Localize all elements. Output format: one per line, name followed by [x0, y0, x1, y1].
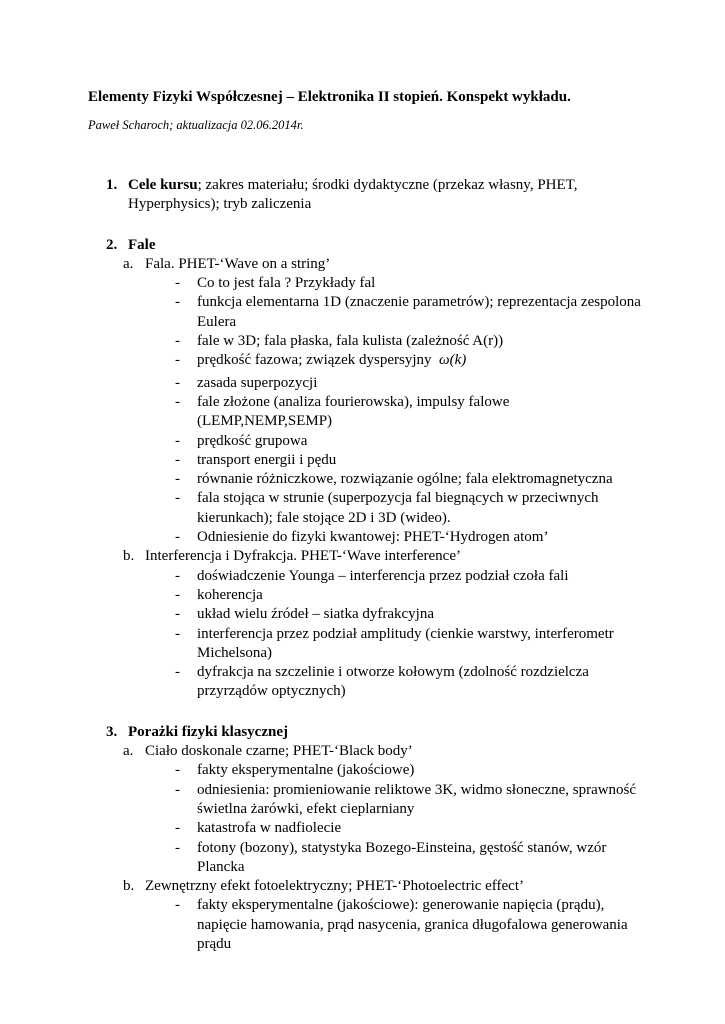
list-item-text: fotony (bozony), statystyka Bozego-Einsteina, gęstość stanów, wzór Plancka	[197, 839, 607, 875]
dash-marker: -	[175, 333, 180, 350]
list-item-text: prędkość fazowa; związek dyspersyjny	[197, 352, 432, 369]
list-item-text: zasada superpozycji	[197, 374, 318, 391]
spacer	[0, 215, 725, 236]
dash-marker: -	[175, 839, 180, 856]
dash-marker: -	[175, 897, 180, 914]
list-item-text: prędkość grupowa	[197, 432, 308, 449]
list-item-text: fale w 3D; fala płaska, fala kulista (zależność A(r))	[197, 333, 504, 350]
list-item	[0, 819, 642, 838]
list-item-text: odniesienia: promieniowanie reliktowe 3K, widmo słoneczne, sprawność świetlna żarówki, efekt cieplarniany	[197, 781, 637, 817]
dash-marker: -	[175, 820, 180, 837]
section-1	[0, 176, 725, 215]
list-item	[0, 393, 642, 432]
list-item-text: równanie różniczkowe, rozwiązanie ogólne; fala elektromagnetyczna	[197, 471, 613, 488]
subsection-title: Fala. PHET-‘Wave on a string’	[145, 255, 331, 272]
list-item	[0, 432, 642, 451]
list-item-text: fala stojąca w strunie (superpozycja fal biegnących w przeciwnych kierunkach); fale stojące 2D i 3D (wideo).	[197, 490, 599, 526]
list-item	[0, 761, 642, 780]
author-line: Paweł Scharoch; aktualizacja 02.06.2014r.	[88, 118, 304, 132]
list-item	[0, 374, 642, 393]
list-item-text: układ wielu źródeł – siatka dyfrakcyjna	[197, 606, 434, 623]
subsection-letter: a.	[123, 255, 134, 272]
dash-marker: -	[175, 374, 180, 391]
dash-marker: -	[175, 294, 180, 311]
subsection-letter: a.	[123, 743, 134, 760]
list-item	[0, 781, 642, 820]
document-title: Elementy Fizyki Współczesnej – Elektronika II stopień. Konspekt wykładu.	[88, 89, 571, 105]
subsection-2a	[0, 255, 665, 274]
dispersion-symbol: ω(k)	[439, 352, 467, 369]
dash-marker: -	[175, 664, 180, 681]
subsection-title: Ciało doskonale czarne; PHET-‘Black body’	[145, 743, 413, 760]
subsection-3a	[0, 742, 665, 761]
list-item	[0, 586, 642, 605]
dash-marker: -	[175, 432, 180, 449]
list-item	[0, 451, 642, 470]
dash-marker: -	[175, 490, 180, 507]
list-item	[0, 605, 642, 624]
dash-marker: -	[175, 762, 180, 779]
subsection-2b	[0, 547, 665, 566]
section-3	[0, 723, 725, 955]
section-title: Cele kursu	[128, 177, 198, 193]
subsection-title: Zewnętrzny efekt fotoelektryczny; PHET-‘Photoelectric effect’	[145, 878, 525, 895]
list-item-text: transport energii i pędu	[197, 451, 337, 468]
list-item-text: fakty eksperymentalne (jakościowe): generowanie napięcia (prądu), napięcie hamowania, prąd nasycenia, granica długofalowa generowania prądu	[197, 897, 628, 952]
list-item-text: doświadczenie Younga – interferencja przez podział czoła fali	[197, 567, 569, 584]
list-item	[0, 625, 642, 664]
section-description: ; zakres materiału; środki dydaktyczne (przekaz własny, PHET, Hyperphysics); tryb zaliczenia	[128, 177, 578, 213]
dash-marker: -	[175, 586, 180, 603]
list-item-text: koherencja	[197, 586, 263, 603]
dash-marker: -	[175, 451, 180, 468]
list-item-text: fakty eksperymentalne (jakościowe)	[197, 762, 415, 779]
dash-marker: -	[175, 393, 180, 410]
section-title: Fale	[128, 236, 156, 253]
dash-marker: -	[175, 275, 180, 292]
subsection-letter: b.	[123, 548, 135, 565]
section-title: Porażki fizyki klasycznej	[128, 723, 288, 740]
section-1-heading	[0, 176, 648, 215]
section-3-heading	[0, 723, 648, 742]
list-item	[0, 351, 642, 370]
list-item-text: Co to jest fala ? Przykłady fal	[197, 275, 376, 292]
dash-marker: -	[175, 606, 180, 623]
list-item	[0, 470, 642, 489]
section-2	[0, 236, 725, 702]
list-item-text: fale złożone (analiza fourierowska), impulsy falowe (LEMP,NEMP,SEMP)	[197, 393, 510, 430]
subsection-3b	[0, 877, 665, 896]
dash-marker: -	[175, 529, 180, 546]
list-item	[0, 663, 642, 702]
list-item-text: Odniesienie do fizyki kwantowej: PHET-‘Hydrogen atom’	[197, 529, 549, 546]
spacer	[0, 702, 725, 723]
outline	[0, 176, 725, 954]
section-number: 2.	[106, 236, 118, 253]
subsection-title: Interferencja i Dyfrakcja. PHET-‘Wave interference’	[145, 548, 461, 565]
dash-marker: -	[175, 625, 180, 642]
dash-marker: -	[175, 471, 180, 488]
list-item-text: funkcja elementarna 1D (znaczenie parametrów); reprezentacja zespolona Eulera	[197, 294, 641, 330]
subsection-letter: b.	[123, 878, 135, 895]
dash-marker: -	[175, 781, 180, 798]
list-item-text: interferencja przez podział amplitudy (cienkie warstwy, interferometr Michelsona)	[197, 625, 614, 661]
list-item	[0, 489, 642, 528]
list-item	[0, 839, 642, 878]
section-2-heading	[0, 236, 648, 255]
list-item	[0, 567, 642, 586]
list-item	[0, 293, 642, 332]
section-number: 3.	[106, 723, 118, 740]
dash-marker: -	[175, 352, 180, 369]
dash-marker: -	[175, 567, 180, 584]
list-item-text: katastrofa w nadfiolecie	[197, 820, 342, 837]
list-item-text: dyfrakcja na szczelinie i otworze kołowym (zdolność rozdzielcza przyrządów optycznych)	[197, 664, 589, 700]
list-item	[0, 528, 642, 547]
list-item	[0, 896, 642, 954]
list-item	[0, 332, 642, 351]
list-item	[0, 274, 642, 293]
section-number: 1.	[106, 177, 118, 193]
